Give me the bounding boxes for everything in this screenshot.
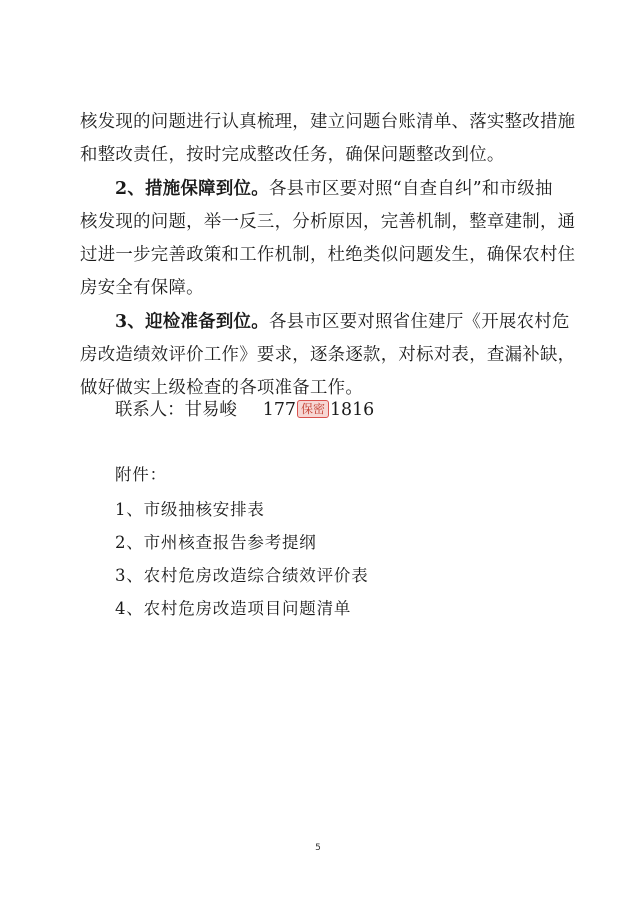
contact-phone-suffix: 1816 <box>329 400 375 420</box>
paragraph-2-line-3: 过进一步完善政策和工作机制，杜绝类似问题发生，确保农村住 <box>80 245 576 266</box>
attachment-item-2: 2、市州核查报告参考提纲 <box>115 533 317 552</box>
contact-label: 联系人：甘易峻 <box>115 400 237 420</box>
paragraph-3-line-2: 房改造绩效评价工作》要求，逐条逐款，对标对表，查漏补缺， <box>80 345 576 366</box>
paragraph-2-line-2: 核发现的问题，举一反三，分析原因，完善机制，整章建制，通 <box>80 211 576 232</box>
page-number: 5 <box>315 843 321 853</box>
contact-phone-prefix: 177 <box>262 400 296 420</box>
attachments-title: 附件： <box>115 465 167 484</box>
paragraph-1-line-1: 核发现的问题进行认真梳理，建立问题台账清单、落实整改措施 <box>80 112 576 132</box>
body-text <box>80 106 576 406</box>
attachment-item-1: 1、市级抽核安排表 <box>115 500 265 519</box>
paragraph-3-heading: 3、迎检准备到位。 <box>115 311 269 332</box>
paragraph-2-line-1 <box>80 173 558 206</box>
redaction-stamp: 保密 <box>297 400 329 418</box>
paragraph-2-line-4: 房安全有保障。 <box>80 278 204 299</box>
attachment-item-3: 3、农村危房改造综合绩效评价表 <box>115 566 369 585</box>
paragraph-3-text: 各县市区要对照省住建厅《开展农村危 <box>268 311 570 332</box>
paragraph-1-line-2: 和整改责任，按时完成整改任务，确保问题整改到位。 <box>80 145 505 166</box>
contact-line <box>115 395 374 420</box>
paragraph-3-line-1 <box>80 306 570 339</box>
paragraph-3-line-3: 做好做实上级检查的各项准备工作。 <box>80 378 364 399</box>
paragraph-2-text: 各县市区要对照“自查自纠”和市级抽 <box>268 178 553 199</box>
attachment-item-4: 4、农村危房改造项目问题清单 <box>115 599 352 618</box>
paragraph-2-heading: 2、措施保障到位。 <box>115 178 269 199</box>
